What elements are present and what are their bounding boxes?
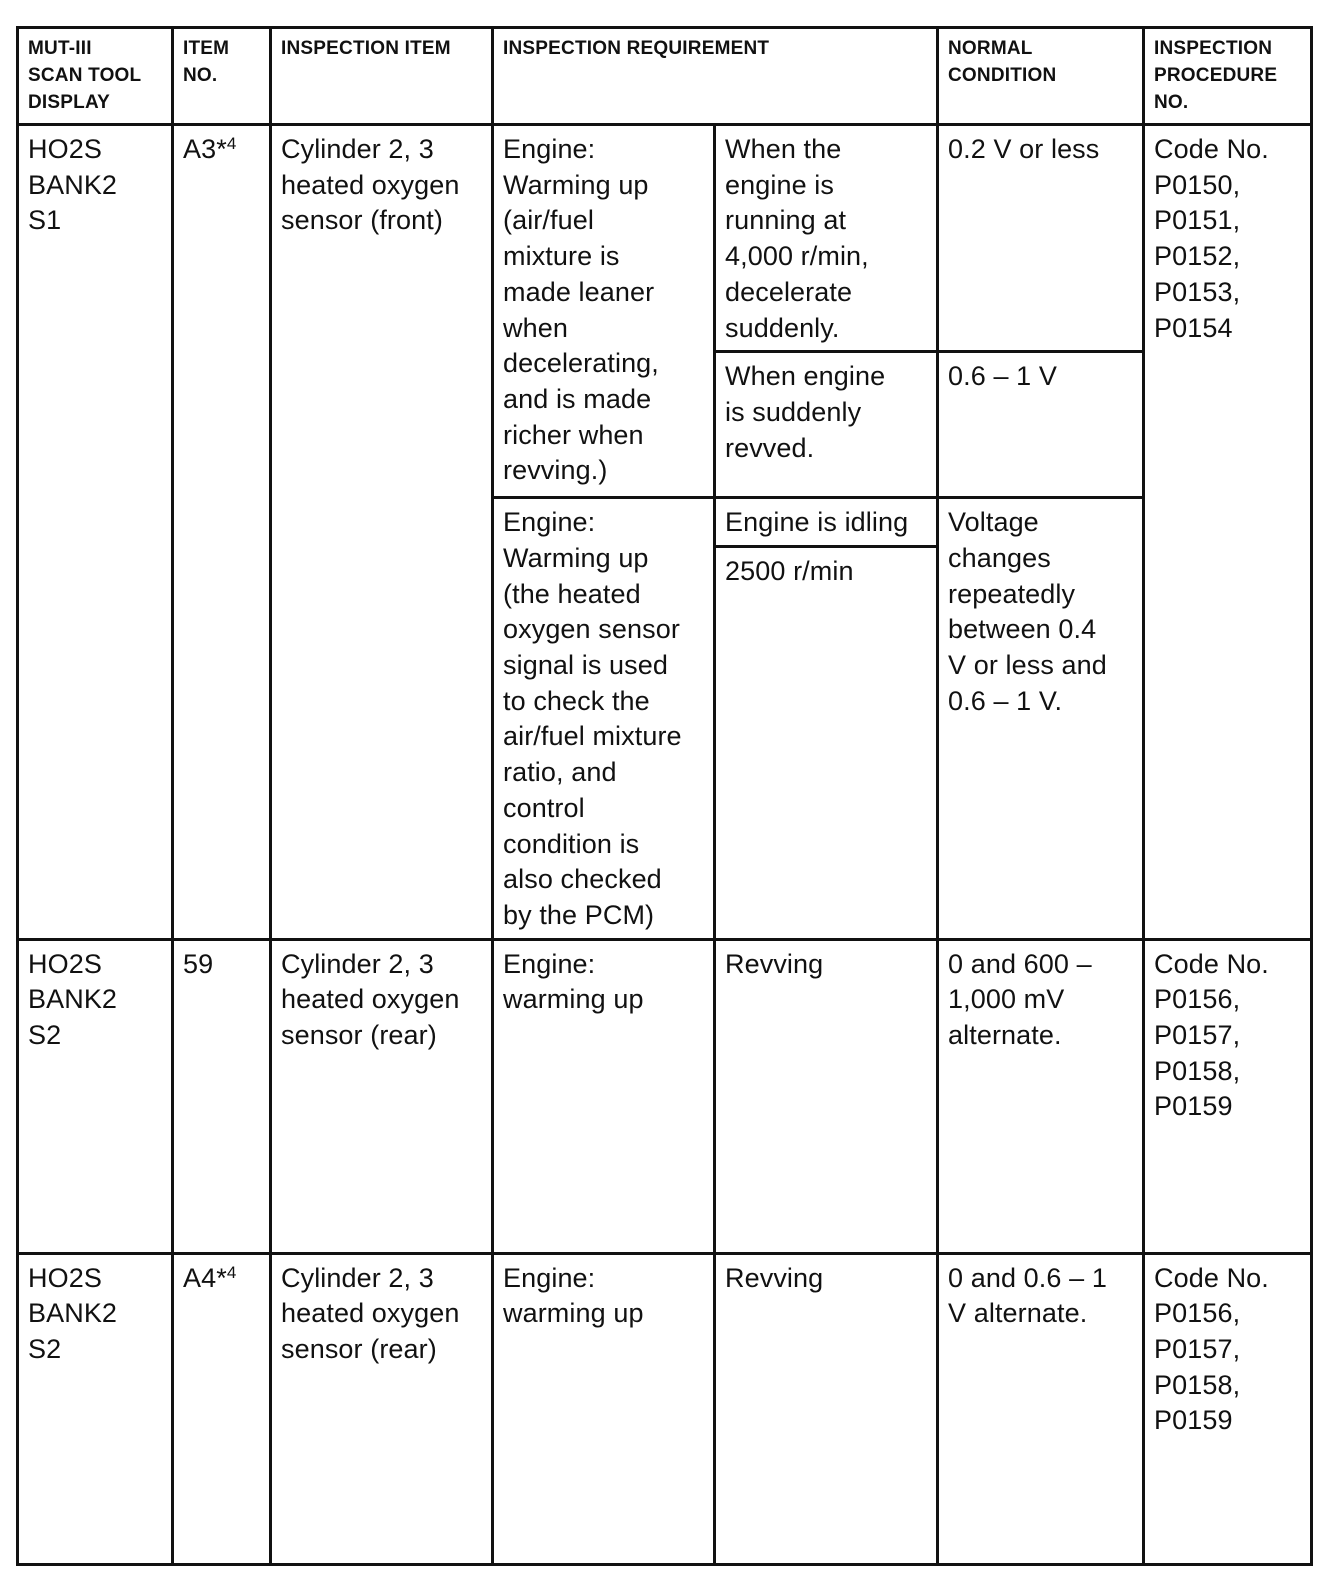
inspection-item-cell: Cylinder 2, 3 heated oxygen sensor (rear) (271, 939, 493, 1253)
requirement-detail-cell: Revving (715, 939, 938, 1253)
inspection-table (16, 26, 1313, 1566)
requirement-detail-cell: When the engine is running at 4,000 r/min, decelerate suddenly. (715, 125, 938, 352)
item-no-text: 59 (183, 948, 214, 979)
requirement-detail-cell: Revving (715, 1253, 938, 1564)
header-item-no: ITEM NO. (173, 28, 271, 125)
procedure-cell: Code No. P0150, P0151, P0152, P0153, P0154 (1144, 125, 1312, 940)
procedure-cell: Code No. P0156, P0157, P0158, P0159 (1144, 1253, 1312, 1564)
display-cell: HO2S BANK2 S1 (18, 125, 173, 940)
inspection-item-cell: Cylinder 2, 3 heated oxygen sensor (rear) (271, 1253, 493, 1564)
normal-condition-cell: 0.6 – 1 V (938, 352, 1144, 498)
item-no-footnote: 4 (226, 134, 237, 153)
header-inspection-item: INSPECTION ITEM (271, 28, 493, 125)
item-no-text: A4* (183, 1262, 227, 1293)
header-scan-tool-display: MUT-III SCAN TOOL DISPLAY (18, 28, 173, 125)
requirement-detail-cell: When engine is suddenly revved. (715, 352, 938, 498)
item-no-cell (173, 939, 271, 1253)
table-row (18, 125, 1312, 352)
item-no-text: A3* (183, 134, 227, 164)
item-no-cell (173, 125, 271, 940)
requirement-condition-cell: Engine: warming up (493, 939, 715, 1253)
header-procedure-no: INSPECTION PROCEDURE NO. (1144, 28, 1312, 125)
normal-condition-cell: 0.2 V or less (938, 125, 1144, 352)
header-normal-condition: NORMAL CONDITION (938, 28, 1144, 125)
requirement-detail-cell: 2500 r/min (715, 547, 938, 939)
display-cell: HO2S BANK2 S2 (18, 939, 173, 1253)
table-row (18, 939, 1312, 1253)
table-row (18, 1253, 1312, 1564)
requirement-condition-cell: Engine: warming up (493, 1253, 715, 1564)
header-row (18, 28, 1312, 125)
header-inspection-requirement: INSPECTION REQUIREMENT (493, 28, 938, 125)
display-cell: HO2S BANK2 S2 (18, 1253, 173, 1564)
normal-condition-cell: 0 and 0.6 – 1 V alternate. (938, 1253, 1144, 1564)
requirement-condition-cell: Engine: Warming up (air/fuel mixture is made leaner when decelerating, and is made richer when revving.) (493, 125, 715, 498)
requirement-condition-cell: Engine: Warming up (the heated oxygen sensor signal is used to check the air/fuel mixture ratio, and control condition is also checked by the PCM) (493, 498, 715, 939)
normal-condition-cell: 0 and 600 – 1,000 mV alternate. (938, 939, 1144, 1253)
requirement-detail-cell: Engine is idling (715, 498, 938, 547)
inspection-item-cell: Cylinder 2, 3 heated oxygen sensor (front) (271, 125, 493, 940)
normal-condition-cell: Voltage changes repeatedly between 0.4 V or less and 0.6 – 1 V. (938, 498, 1144, 939)
procedure-cell: Code No. P0156, P0157, P0158, P0159 (1144, 939, 1312, 1253)
item-no-footnote: 4 (226, 1262, 237, 1282)
item-no-cell (173, 1253, 271, 1564)
